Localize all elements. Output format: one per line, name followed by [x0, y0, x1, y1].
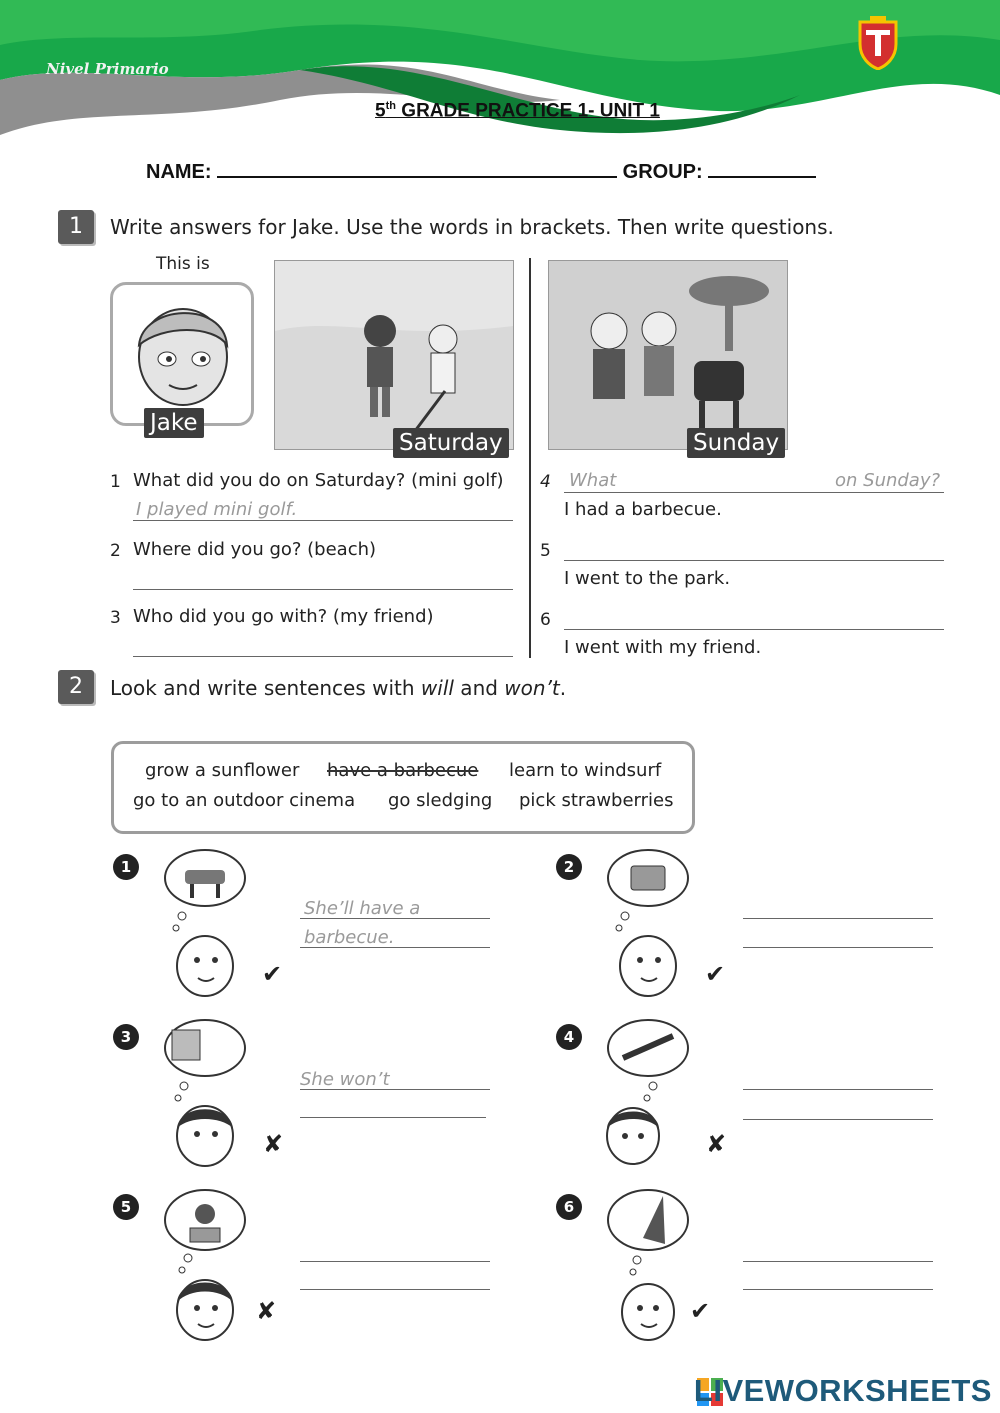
jake-portrait — [110, 282, 254, 426]
sunday-photo — [548, 260, 788, 450]
sentence-input-line1[interactable] — [743, 1089, 933, 1090]
saturday-badge: Saturday — [393, 428, 509, 458]
sentence-input-line1[interactable] — [743, 918, 933, 919]
title-grade-number: 5 — [375, 100, 386, 122]
title-superscript: th — [385, 100, 397, 112]
sentence-input-line1[interactable]: She won’t — [300, 1069, 390, 1090]
school-crest-icon — [856, 14, 900, 70]
word-bank-item: go sledging — [388, 790, 493, 811]
instruction-will: will — [420, 676, 454, 700]
question-prompt-start: What — [569, 470, 617, 491]
answer-text: I went to the park. — [564, 568, 731, 589]
instruction-text: and — [453, 676, 505, 700]
sentence-input-line2[interactable] — [743, 1119, 933, 1120]
item-number: 6 — [556, 1194, 582, 1220]
word-bank-item-used: have a barbecue — [327, 760, 479, 781]
sunday-badge: Sunday — [687, 428, 785, 458]
answer-text: I went with my friend. — [564, 637, 762, 658]
boy-thinking-strawberries-icon — [603, 848, 693, 998]
sentence-input-line2[interactable]: barbecue. — [304, 927, 395, 948]
sentence-input-line2[interactable] — [743, 1289, 933, 1290]
jake-face-icon — [113, 285, 251, 423]
question-input[interactable] — [564, 560, 944, 561]
column-divider — [529, 258, 531, 658]
sentence-input-line1[interactable] — [743, 1261, 933, 1262]
mini-golf-scene-icon — [275, 261, 513, 449]
boy-thinking-sledging-icon — [603, 1018, 693, 1168]
answer-input[interactable] — [133, 589, 513, 590]
sentence-line — [300, 918, 490, 919]
girl-thinking-cinema-icon — [160, 1018, 250, 1168]
item-number: 4 — [556, 1024, 582, 1050]
footer-brand: LIVEWORKSHEETS — [693, 1373, 992, 1408]
sentence-input-line2[interactable] — [300, 1289, 490, 1290]
group-label: GROUP: — [622, 161, 703, 183]
tick-mark: ✔ — [262, 960, 283, 988]
question-number: 3 — [110, 608, 121, 628]
sentence-input-line1[interactable]: She’ll have a — [304, 898, 421, 919]
question-number: 4 — [540, 472, 551, 492]
jake-badge: Jake — [144, 408, 204, 438]
question-input[interactable] — [564, 492, 944, 493]
word-bank-item: go to an outdoor cinema — [133, 790, 356, 811]
word-bank — [111, 741, 695, 834]
instruction-text: . — [559, 676, 567, 700]
word-bank-item: pick strawberries — [519, 790, 674, 811]
cross-mark: ✘ — [256, 1297, 277, 1325]
name-field[interactable] — [217, 158, 617, 178]
item-number: 5 — [113, 1194, 139, 1220]
exercise-2-number: 2 — [58, 670, 94, 704]
question-text: What did you do on Saturday? (mini golf) — [133, 470, 504, 491]
sentence-input-line1[interactable] — [300, 1261, 490, 1262]
exercise-1-instruction: Write answers for Jake. Use the words in brackets. Then write questions. — [110, 215, 834, 239]
saturday-photo — [274, 260, 514, 450]
boy-thinking-sunflower-icon — [160, 1188, 250, 1343]
this-is-label: This is — [156, 254, 210, 274]
question-number: 6 — [540, 610, 551, 630]
instruction-text: Look and write sentences with — [110, 676, 421, 700]
answer-line — [133, 520, 513, 521]
item-number: 1 — [113, 854, 139, 880]
question-number: 2 — [110, 541, 121, 561]
page-title — [0, 100, 1000, 122]
question-text: Who did you go with? (my friend) — [133, 606, 434, 627]
title-text: GRADE PRACTICE 1- UNIT 1 — [396, 100, 660, 122]
answer-text: I had a barbecue. — [564, 499, 722, 520]
answer-input[interactable] — [133, 656, 513, 657]
name-group-row — [146, 158, 816, 184]
girl-thinking-barbecue-icon — [160, 848, 250, 998]
barbecue-scene-icon — [549, 261, 787, 449]
tick-mark: ✔ — [690, 1297, 711, 1325]
name-label: NAME: — [146, 161, 212, 183]
cross-mark: ✘ — [263, 1130, 284, 1158]
girl-thinking-windsurf-icon — [603, 1188, 693, 1343]
answer-input[interactable]: I played mini golf. — [136, 499, 298, 520]
question-input[interactable] — [564, 629, 944, 630]
school-label: Nivel Primario — [46, 60, 169, 78]
tick-mark: ✔ — [705, 960, 726, 988]
sentence-line — [300, 947, 490, 948]
sentence-input-line2[interactable] — [743, 947, 933, 948]
word-bank-item: grow a sunflower — [145, 760, 300, 781]
exercise-1-number: 1 — [58, 210, 94, 244]
item-number: 3 — [113, 1024, 139, 1050]
exercise-2-instruction — [110, 676, 566, 700]
item-number: 2 — [556, 854, 582, 880]
sentence-line — [300, 1089, 490, 1090]
cross-mark: ✘ — [706, 1130, 727, 1158]
question-text: Where did you go? (beach) — [133, 539, 377, 560]
question-prompt-end: on Sunday? — [835, 470, 941, 491]
group-field[interactable] — [708, 158, 816, 178]
word-bank-item: learn to windsurf — [509, 760, 662, 781]
question-number: 1 — [110, 472, 121, 492]
sentence-input-line2[interactable] — [300, 1117, 486, 1118]
instruction-wont: won’t — [504, 676, 560, 700]
question-number: 5 — [540, 541, 551, 561]
